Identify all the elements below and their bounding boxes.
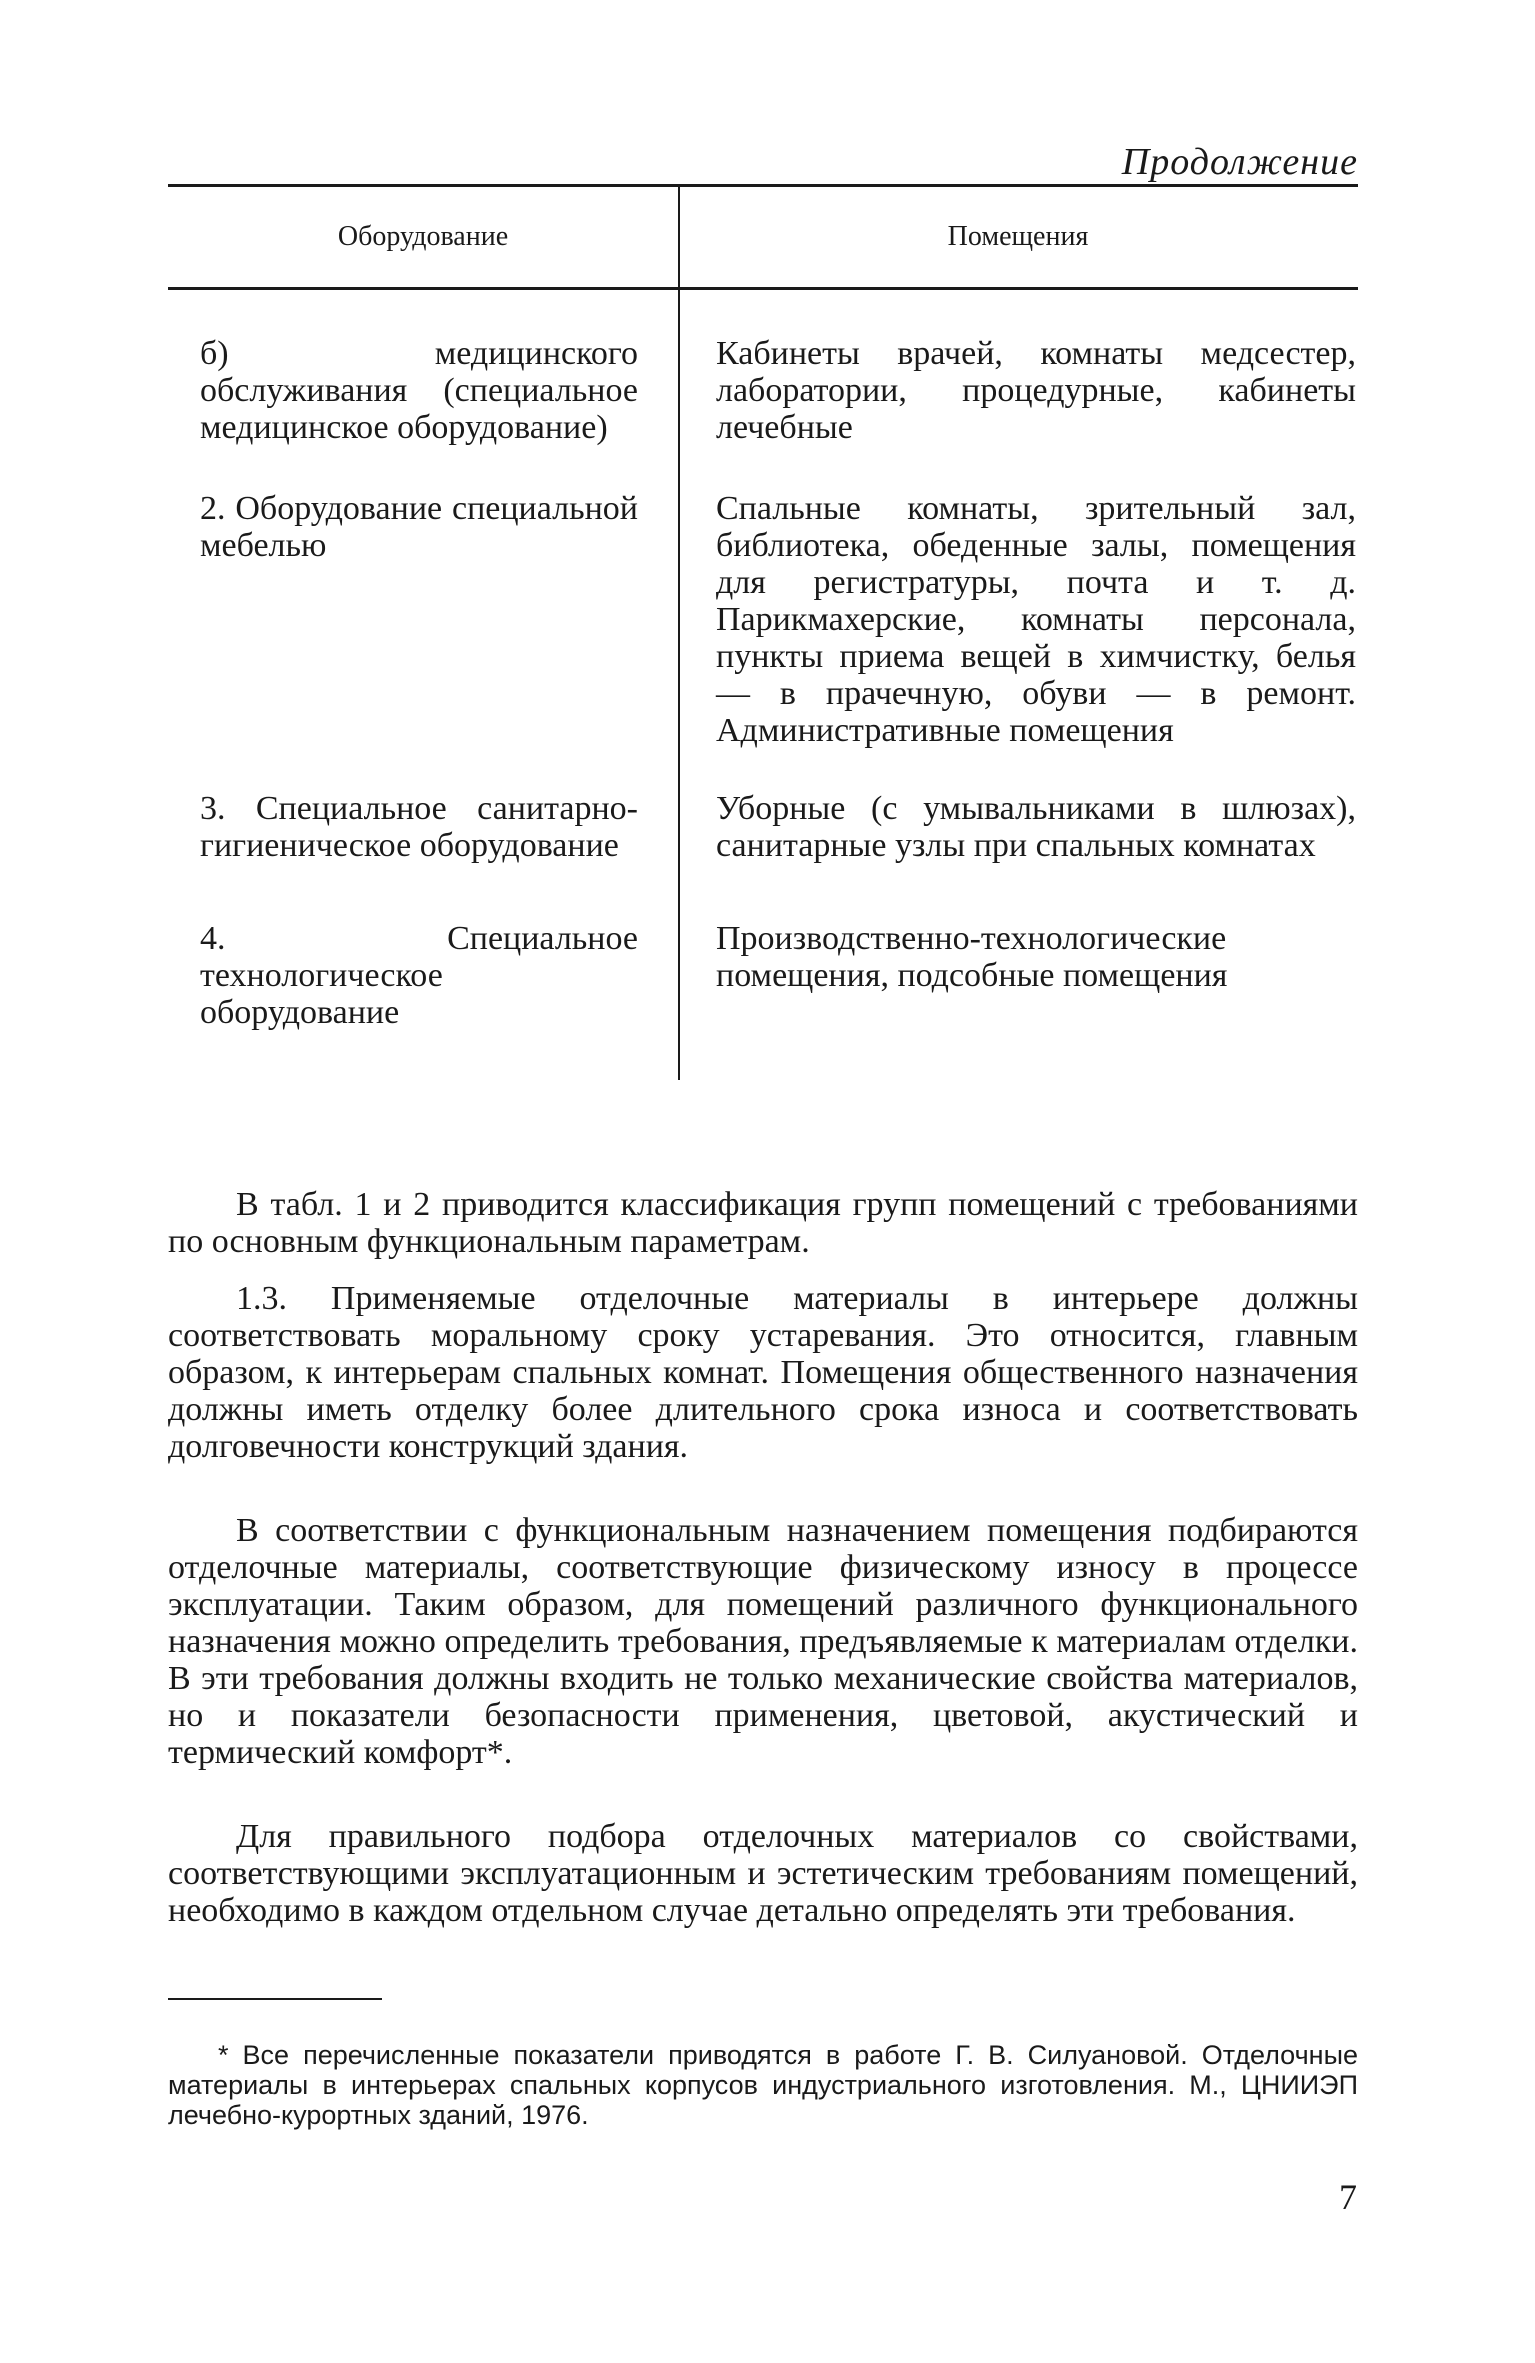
table-cell-equipment: 2. Оборудование специальной мебелью xyxy=(200,490,638,564)
table-cell-rooms: Кабинеты врачей, комнаты медсестер, лаборатории, процедурные, кабинеты лечебные xyxy=(716,335,1356,446)
table-cell-equipment: б) медицинского обслуживания (специальное медицинское оборудование) xyxy=(200,335,638,446)
continuation-label: Продолжение xyxy=(1121,141,1358,183)
equipment-rooms-table xyxy=(168,184,1358,1080)
body-paragraph: 1.3. Применяемые отделочные материалы в интерьере должны соответствовать моральному сроку устаревания. Это относится, главным образом, к интерьерам спальных комнат. Помещения общественного назначения должны иметь отделку более длительного срока износа и соответствовать долговечности конструкций здания. xyxy=(168,1280,1358,1465)
column-divider xyxy=(678,187,680,287)
table-cell-rooms: Уборные (с умывальниками в шлюзах), санитарные узлы при спальных комнатах xyxy=(716,790,1356,864)
body-paragraph: Для правильного подбора отделочных материалов со свойствами, соответствующими эксплуатационным и эстетическим требованиям помещений, необходимо в каждом отдельном случае детально определять эти требования. xyxy=(168,1818,1358,1929)
page-number: 7 xyxy=(1339,2177,1357,2217)
body-paragraph: В табл. 1 и 2 приводится классификация групп помещений с требованиями по основным функциональным параметрам. xyxy=(168,1186,1358,1260)
table-body xyxy=(168,290,1358,1080)
footnote: * Все перечисленные показатели приводятся в работе Г. В. Силуановой. Отделочные материалы в интерьерах спальных корпусов индустриального изготовления. М., ЦНИИЭП лечебно-курортных зданий, 1976. xyxy=(168,2040,1358,2130)
footnote-rule xyxy=(168,1998,382,2000)
table-cell-rooms: Спальные комнаты, зрительный зал, библиотека, обеденные залы, помещения для регистратуры, почта и т. д. Парикмахерские, комнаты персонала, пункты приема вещей в химчистку, белья — в прачечную, обуви — в ремонт. Административные помещения xyxy=(716,490,1356,749)
body-paragraph: В соответствии с функциональным назначением помещения подбираются отделочные материалы, соответствующие физическому износу в процессе эксплуатации. Таким образом, для помещений различного функционального назначения можно определить требования, предъявляемые к материалам отделки. В эти требования должны входить не только механические свойства материалов, но и показатели безопасности применения, цветовой, акустический и термический комфорт*. xyxy=(168,1512,1358,1771)
document-page xyxy=(168,140,1358,1080)
table-cell-rooms: Производственно-технологические помещения, подсобные помещения xyxy=(716,920,1228,994)
table-cell-equipment: 4. Специальное технологическое оборудование xyxy=(200,920,638,1031)
table-cell-equipment: 3. Специальное санитарно-гигиеническое оборудование xyxy=(200,790,638,864)
column-header-equipment: Оборудование xyxy=(337,221,509,252)
column-header-rooms: Помещения xyxy=(947,221,1089,252)
column-divider xyxy=(678,290,680,1080)
table-header xyxy=(168,187,1358,287)
